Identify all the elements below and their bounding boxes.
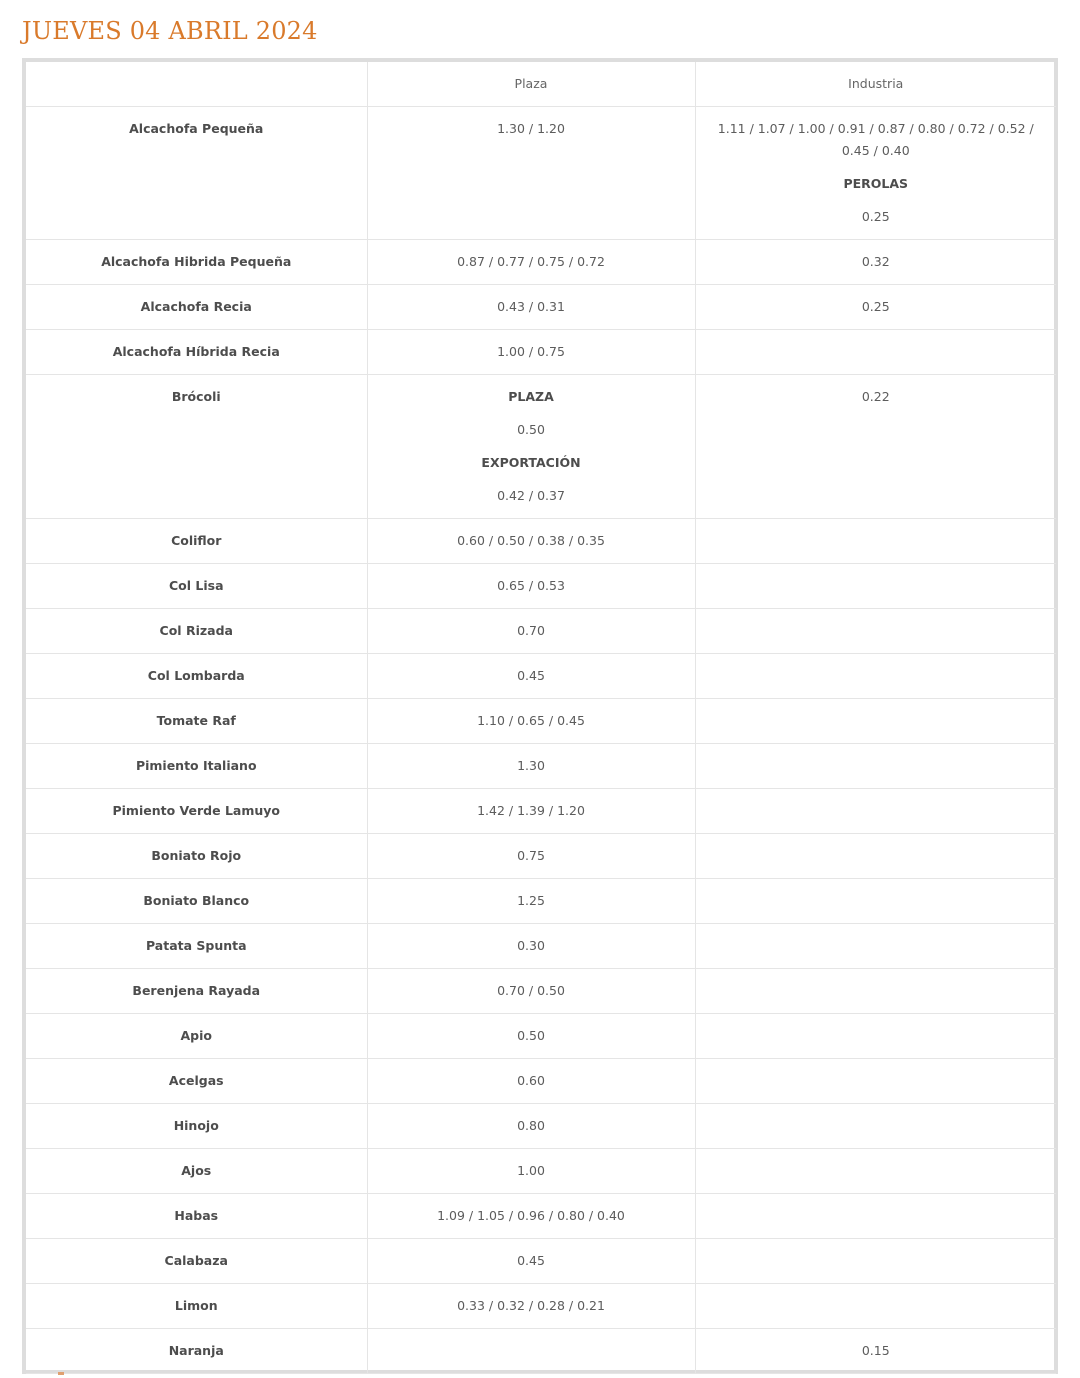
industria-price — [695, 744, 1056, 789]
plaza-price: 1.00 — [367, 1149, 695, 1194]
table-row — [26, 879, 1056, 924]
table-row — [26, 654, 1056, 699]
plaza-subheading: PLAZA — [508, 389, 554, 404]
industria-price: 0.25 — [695, 285, 1056, 330]
industria-subheading: PEROLAS — [843, 176, 909, 191]
industria-price: 1.11 / 1.07 / 1.00 / 0.91 / 0.87 / 0.80 / 0.72 / 0.52 / 0.45 / 0.40 — [717, 121, 1034, 158]
plaza-price: 0.43 / 0.31 — [367, 285, 695, 330]
plaza-price: 1.09 / 1.05 / 0.96 / 0.80 / 0.40 — [367, 1194, 695, 1239]
product-name: Pimiento Verde Lamuyo — [26, 789, 367, 834]
industria-price — [695, 609, 1056, 654]
plaza-price: 0.30 — [367, 924, 695, 969]
product-name: Alcachofa Recia — [26, 285, 367, 330]
industria-price — [695, 1194, 1056, 1239]
industria-price — [695, 1239, 1056, 1284]
plaza-price: 0.75 — [367, 834, 695, 879]
table-row — [26, 1014, 1056, 1059]
product-name: Pimiento Italiano — [26, 744, 367, 789]
plaza-price: 0.45 — [367, 654, 695, 699]
plaza-price: 1.30 — [367, 744, 695, 789]
industria-price — [695, 924, 1056, 969]
table-row — [26, 609, 1056, 654]
industria-price — [695, 1059, 1056, 1104]
table-row — [26, 1239, 1056, 1284]
product-name: Ajos — [26, 1149, 367, 1194]
plaza-price: 0.80 — [367, 1104, 695, 1149]
plaza-price: 0.50 — [367, 1014, 695, 1059]
product-name: Col Lombarda — [26, 654, 367, 699]
industria-price: 0.22 — [695, 375, 1056, 519]
plaza-cell — [367, 375, 695, 519]
industria-price — [695, 564, 1056, 609]
industria-price — [695, 699, 1056, 744]
plaza-price: 1.00 / 0.75 — [367, 330, 695, 375]
product-name: Limon — [26, 1284, 367, 1329]
plaza-price: 1.30 / 1.20 — [367, 107, 695, 240]
price-table-frame — [22, 58, 1058, 1374]
plaza-price: 0.45 — [367, 1239, 695, 1284]
table-row — [26, 285, 1056, 330]
plaza-price: 1.25 — [367, 879, 695, 924]
plaza-price: 0.33 / 0.32 / 0.28 / 0.21 — [367, 1284, 695, 1329]
product-name: Coliflor — [26, 519, 367, 564]
industria-price — [695, 789, 1056, 834]
product-name: Col Lisa — [26, 564, 367, 609]
header-plaza: Plaza — [367, 62, 695, 107]
product-name: Brócoli — [26, 375, 367, 519]
product-name: Berenjena Rayada — [26, 969, 367, 1014]
product-name: Col Rizada — [26, 609, 367, 654]
product-name: Tomate Raf — [26, 699, 367, 744]
plaza-price: 0.70 / 0.50 — [367, 969, 695, 1014]
industria-price — [695, 1014, 1056, 1059]
table-row — [26, 969, 1056, 1014]
table-row — [26, 924, 1056, 969]
table-row — [26, 834, 1056, 879]
table-header-row — [26, 62, 1056, 107]
product-name: Boniato Blanco — [26, 879, 367, 924]
industria-price — [695, 834, 1056, 879]
plaza-price: 0.87 / 0.77 / 0.75 / 0.72 — [367, 240, 695, 285]
industria-price — [695, 879, 1056, 924]
product-name: Habas — [26, 1194, 367, 1239]
table-row — [26, 1149, 1056, 1194]
plaza-subvalue: 0.42 / 0.37 — [497, 488, 565, 503]
industria-price — [695, 1104, 1056, 1149]
table-row — [26, 1194, 1056, 1239]
product-name: Alcachofa Hibrida Pequeña — [26, 240, 367, 285]
table-row — [26, 519, 1056, 564]
plaza-price: 0.70 — [367, 609, 695, 654]
product-name: Hinojo — [26, 1104, 367, 1149]
plaza-subvalue: 0.50 — [517, 422, 545, 437]
industria-price — [695, 1149, 1056, 1194]
industria-price — [695, 519, 1056, 564]
table-row — [26, 1284, 1056, 1329]
product-name: Boniato Rojo — [26, 834, 367, 879]
plaza-subheading: EXPORTACIÓN — [481, 455, 581, 470]
industria-price: 0.32 — [695, 240, 1056, 285]
industria-subvalue: 0.25 — [861, 209, 890, 224]
product-name: Alcachofa Híbrida Recia — [26, 330, 367, 375]
table-row — [26, 699, 1056, 744]
product-name: Naranja — [26, 1329, 367, 1374]
plaza-price: 1.10 / 0.65 / 0.45 — [367, 699, 695, 744]
plaza-price — [367, 1329, 695, 1374]
industria-price — [695, 969, 1056, 1014]
decorative-mark — [58, 1372, 64, 1375]
product-name: Alcachofa Pequeña — [26, 107, 367, 240]
table-row — [26, 744, 1056, 789]
table-row — [26, 564, 1056, 609]
industria-price — [695, 330, 1056, 375]
plaza-price: 1.42 / 1.39 / 1.20 — [367, 789, 695, 834]
product-name: Apio — [26, 1014, 367, 1059]
industria-price: 0.15 — [695, 1329, 1056, 1374]
industria-cell — [695, 107, 1056, 240]
product-name: Calabaza — [26, 1239, 367, 1284]
plaza-price: 0.60 — [367, 1059, 695, 1104]
table-row — [26, 330, 1056, 375]
industria-price — [695, 654, 1056, 699]
table-row — [26, 1104, 1056, 1149]
price-table — [26, 62, 1056, 1374]
table-row — [26, 789, 1056, 834]
table-row — [26, 107, 1056, 240]
product-name: Acelgas — [26, 1059, 367, 1104]
table-row — [26, 1059, 1056, 1104]
plaza-price: 0.65 / 0.53 — [367, 564, 695, 609]
header-product — [26, 62, 367, 107]
product-name: Patata Spunta — [26, 924, 367, 969]
table-row — [26, 1329, 1056, 1374]
table-row — [26, 375, 1056, 519]
header-industria: Industria — [695, 62, 1056, 107]
table-row — [26, 240, 1056, 285]
page-title: JUEVES 04 ABRIL 2024 — [22, 17, 318, 45]
industria-price — [695, 1284, 1056, 1329]
plaza-price: 0.60 / 0.50 / 0.38 / 0.35 — [367, 519, 695, 564]
